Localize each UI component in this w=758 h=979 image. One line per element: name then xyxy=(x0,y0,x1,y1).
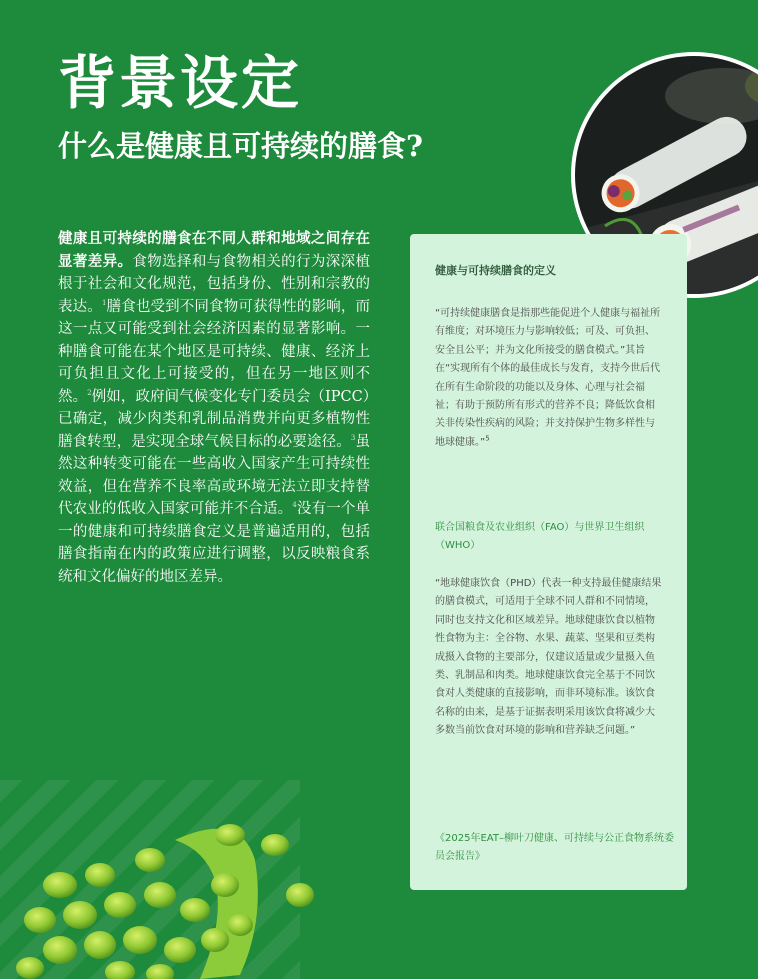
fao-who-quote-text: “可持续健康膳食是指那些能促进个人健康与福祉所有维度；对环境压力与影响较低；可及、可负担、安全且公平；并为文化所接受的膳食模式。”其旨在“实现所有个体的最佳成长与发育，支持今世后代在所有生命阶段的功能以及身体、心理与社会福祉；有助于预防所有形式的营养不良；降低饮食相关非传染性疾病的风险；并支持保护生物多样性与地球健康。” xyxy=(435,308,661,448)
footnote-ref-2[interactable]: 2 xyxy=(87,388,92,397)
page-title: 背景设定 xyxy=(58,49,303,117)
footnote-ref-3[interactable]: 3 xyxy=(350,433,356,442)
footnote-ref-1[interactable]: 1 xyxy=(101,298,107,307)
intro-text-2: 膳食也受到不同食物可获得性的影响，而这一点又可能受到社会经济因素的显著影响。一种膳食可能在某个地区是可持续、健康、经济上可负担且文化上可接受的，但在另一地区则不然。 xyxy=(58,298,371,405)
footnote-ref-5[interactable]: 5 xyxy=(485,434,490,443)
eat-lancet-source: 《2025年EAT–柳叶刀健康、可持续与公正食物系统委员会报告》 xyxy=(435,833,674,863)
intro-text-1: 食物选择和与食物相关的行为深深植根于社会和文化规范，包括身份、性别和宗教的表达。 xyxy=(58,253,370,315)
panel-heading: 健康与可持续膳食的定义 xyxy=(435,264,556,277)
edamame-illustration xyxy=(0,800,340,979)
footnote-ref-4[interactable]: 4 xyxy=(292,501,297,510)
intro-lead: 健康且可持续的膳食在不同人群和地域之间存在显著差异。 xyxy=(58,230,370,270)
intro-text-5: 没有一个单一的健康和可持续膳食定义是普遍适用的，包括膳食指南在内的政策应进行调整，以反映粮食系统和文化偏好的地区差异。 xyxy=(58,501,371,585)
intro-text-3: 例如，政府间气候变化专门委员会（IPCC）已确定，减少肉类和乳制品消费并向更多植物性膳食转型，是实现全球气候目标的必要途径。 xyxy=(58,388,371,450)
fao-who-quote xyxy=(435,305,663,452)
intro-paragraph xyxy=(58,228,370,588)
definition-panel xyxy=(410,234,687,890)
intro-text-4: 虽然这种转变可能在一些高收入国家产生可持续性效益，但在营养不良率高或环境无法立即支持替代农业的低收入国家可能并不合适。 xyxy=(58,433,371,517)
page-subtitle: 什么是健康且可持续的膳食? xyxy=(58,129,423,163)
phd-quote: “地球健康饮食（PHD）代表一种支持最佳健康结果的膳食模式，可适用于全球不同人群和不同情境，同时也支持文化和区域差异。地球健康饮食以植物性食物为主：全谷物、水果、蔬菜、坚果和豆类构成摄入食物的主要部分，仅建议适量或少量摄入鱼类、乳制品和肉类。地球健康饮食完全基于不同饮食对人类健康的直接影响，而非环境标准。该饮食名称的由来，是基于证据表明采用该饮食将减少大多数当前饮食对环境的影响和营养缺乏问题。” xyxy=(435,578,662,737)
fao-who-source: 联合国粮食及农业组织（FAO）与世界卫生组织（WHO） xyxy=(435,522,645,552)
